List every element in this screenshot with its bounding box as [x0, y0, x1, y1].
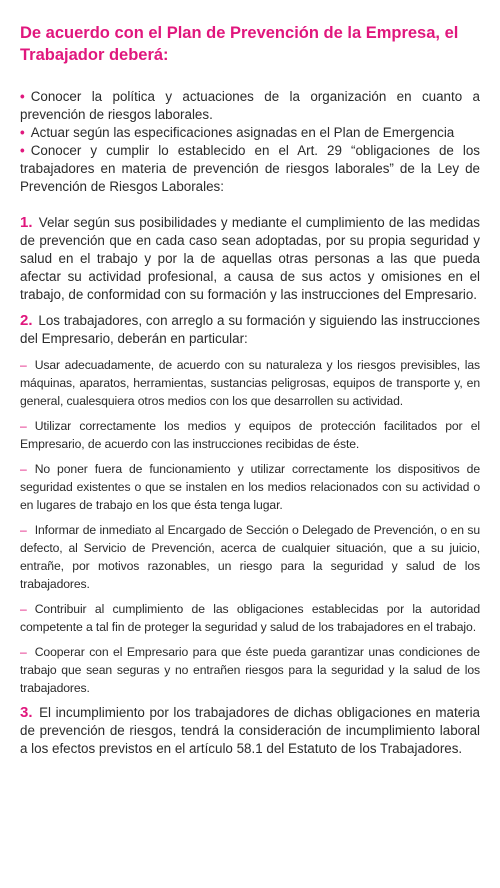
- section-text: Los trabajadores, con arreglo a su formación y siguiendo las instrucciones del Empresario, deberán en particular:: [20, 313, 480, 346]
- section-number: 2.: [20, 312, 33, 329]
- dash-icon: –: [20, 462, 27, 476]
- list-item: [20, 643, 480, 697]
- bullet-icon: •: [20, 89, 25, 104]
- section-3: [20, 704, 480, 758]
- item-text: Cooperar con el Empresario para que éste pueda garantizar unas condiciones de trabajo que sean seguras y no entrañen riesgos para la seguridad y la salud de los trabajadores.: [20, 645, 480, 695]
- section-text: El incumplimiento por los trabajadores de dichas obligaciones en materia de prevención de riesgos, tendrá la consideración de incumplimiento laboral a los efectos previstos en el artículo 58.1 del Estatuto de los Trabajadores.: [20, 705, 480, 756]
- list-item: [20, 88, 480, 124]
- bullet-text: Conocer la política y actuaciones de la organización en cuanto a prevención de riesgos laborales.: [20, 89, 480, 122]
- section-number: 3.: [20, 704, 33, 721]
- list-item: [20, 600, 480, 636]
- item-text: Utilizar correctamente los medios y equipos de protección facilitados por el Empresario, de acuerdo con las instrucciones recibidas de éste.: [20, 419, 480, 451]
- dash-icon: –: [20, 419, 27, 433]
- section-text: Velar según sus posibilidades y mediante el cumplimiento de las medidas de prevención que en cada caso sean adoptadas, por su propia seguridad y salud en el trabajo y por la de aquellas otras personas a las que pueda afectar su actividad profesional, a causa de sus actos y omisiones en el trabajo, de conformidad con su formación y las instrucciones del Empresario.: [20, 215, 480, 302]
- bullet-text: Conocer y cumplir lo establecido en el Art. 29 “obligaciones de los trabajadores en materia de prevención de riesgos laborales” de la Ley de Prevención de Riesgos Laborales:: [20, 143, 480, 194]
- dash-icon: –: [20, 523, 27, 537]
- dash-icon: –: [20, 602, 27, 616]
- dash-icon: –: [20, 645, 27, 659]
- bullet-icon: •: [20, 125, 25, 140]
- list-item: [20, 356, 480, 410]
- document-title: De acuerdo con el Plan de Prevención de la Empresa, el Trabajador deberá:: [20, 24, 459, 64]
- bullet-text: Actuar según las especificaciones asignadas en el Plan de Emergencia: [30, 125, 455, 140]
- item-text: No poner fuera de funcionamiento y utilizar correctamente los dispositivos de seguridad existentes o que se instalen en los medios relacionados con su actividad o en lugares de trabajo en los que ésta tenga lugar.: [20, 462, 480, 512]
- list-item: [20, 142, 480, 196]
- list-item: [20, 460, 480, 514]
- bullet-icon: •: [20, 143, 25, 158]
- dash-icon: –: [20, 358, 27, 372]
- item-text: Usar adecuadamente, de acuerdo con su naturaleza y los riesgos previsibles, las máquinas, aparatos, herramientas, sustancias peligrosas, equipos de transporte y, en general, cualesquiera otros medios con los que desarrollen su actividad.: [20, 358, 480, 408]
- item-text: Informar de inmediato al Encargado de Sección o Delegado de Prevención, o en su defecto, al Servicio de Prevención, acerca de cualquier situación, que a su juicio, entrañe, por motivos razonables, un riesgo para la seguridad y salud de los trabajadores.: [20, 523, 480, 591]
- list-item: [20, 417, 480, 453]
- section-number: 1.: [20, 214, 33, 231]
- list-item: [20, 124, 480, 142]
- bullet-list: [20, 88, 480, 196]
- obligations-list: [20, 356, 480, 697]
- section-1: [20, 214, 480, 304]
- section-2: [20, 312, 480, 348]
- list-item: [20, 521, 480, 593]
- item-text: Contribuir al cumplimiento de las obligaciones establecidas por la autoridad competente a tal fin de proteger la seguridad y salud de los trabajadores en el trabajo.: [20, 602, 480, 634]
